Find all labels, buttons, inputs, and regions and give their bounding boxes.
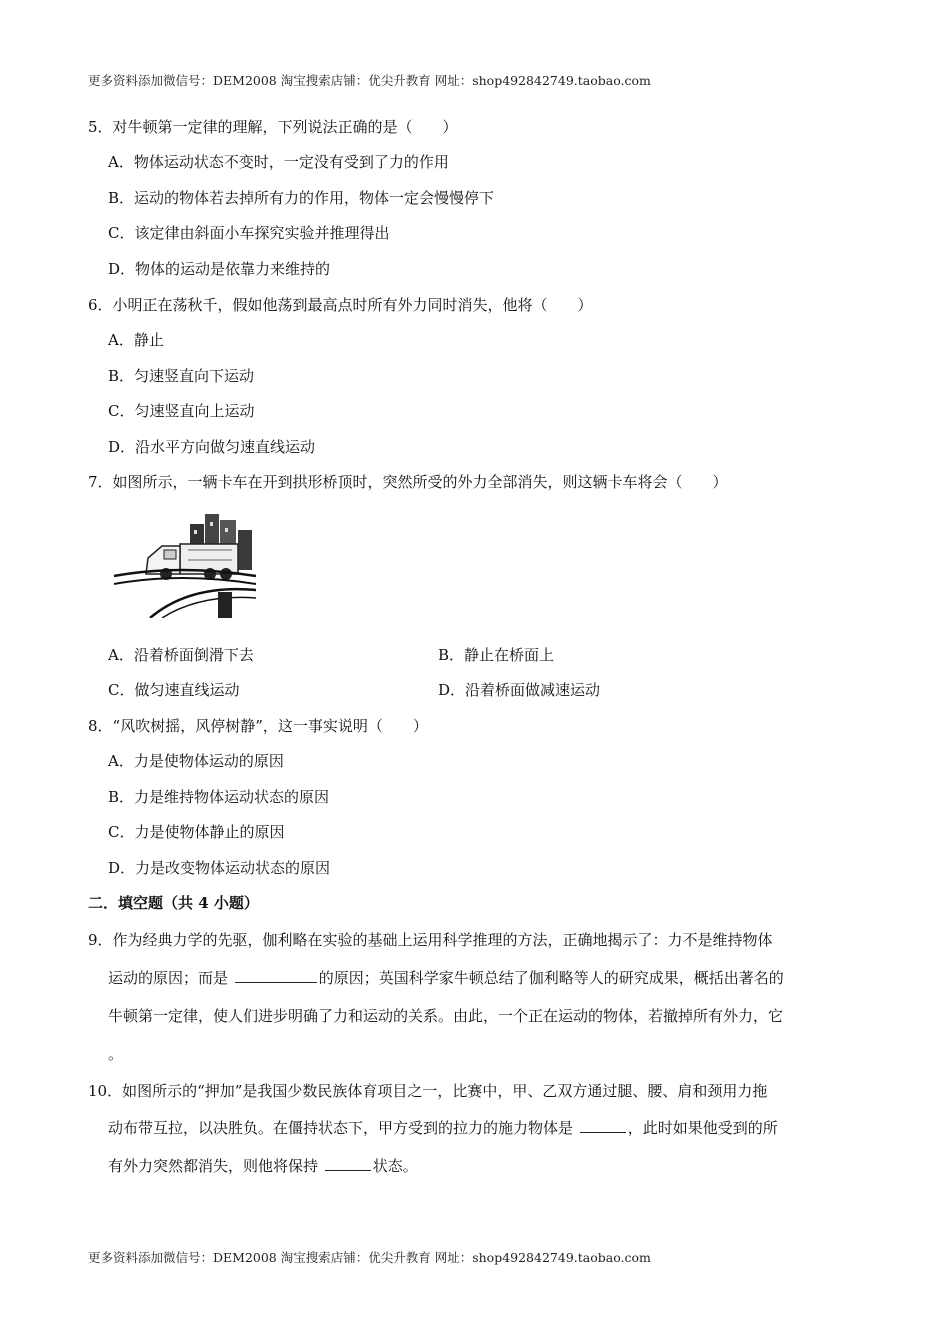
question-5-option-a: A．物体运动状态不变时，一定没有受到了力的作用 (108, 153, 449, 171)
question-5-stem: 5．对牛顿第一定律的理解，下列说法正确的是（ ） (88, 118, 458, 136)
question-9-text-b: 的原因；英国科学家牛顿总结了伽利略等人的研究成果，概括出著名的 (318, 969, 784, 987)
question-9-line-4: 。 (108, 1045, 124, 1063)
question-6-option-c: C．匀速竖直向上运动 (108, 402, 255, 420)
question-6-option-d: D．沿水平方向做匀速直线运动 (108, 438, 316, 456)
question-6-stem: 6．小明正在荡秋千，假如他荡到最高点时所有外力同时消失，他将（ ） (88, 296, 593, 314)
question-7-option-c: C．做匀速直线运动 (108, 681, 240, 699)
question-9-text-a: 运动的原因；而是 (108, 969, 233, 987)
question-10-text-a: 动布带互拉，以决胜负。在僵持状态下，甲方受到的拉力的施力物体是 (108, 1119, 578, 1137)
question-9-line-1: 9．作为经典力学的先驱，伽利略在实验的基础上运用科学推理的方法，正确地揭示了：力不是维持物体 (88, 931, 773, 949)
question-8-option-c: C．力是使物体静止的原因 (108, 823, 285, 841)
question-10-text-d: 状态。 (372, 1157, 418, 1175)
page-header: 更多资料添加微信号：DEM2008 淘宝搜索店铺：优尖升教育 网址：shop492842749.taobao.com (88, 73, 651, 88)
answer-blank[interactable] (580, 1118, 626, 1133)
question-8-option-a: A．力是使物体运动的原因 (108, 752, 284, 770)
answer-blank[interactable] (325, 1156, 371, 1171)
question-8-option-d: D．力是改变物体运动状态的原因 (108, 859, 331, 877)
question-5-option-c: C．该定律由斜面小车探究实验并推理得出 (108, 224, 390, 242)
question-10-text-c: 有外力突然都消失，则他将保持 (108, 1157, 323, 1175)
question-10-line-2 (108, 1118, 888, 1138)
question-9-line-2 (108, 968, 888, 988)
question-6-option-b: B．匀速竖直向下运动 (108, 367, 255, 385)
question-10-line-1: 10．如图所示的“押加”是我国少数民族体育项目之一，比赛中，甲、乙双方通过腿、腰、肩和颈用力拖 (88, 1082, 768, 1100)
page-footer: 更多资料添加微信号：DEM2008 淘宝搜索店铺：优尖升教育 网址：shop492842749.taobao.com (88, 1250, 651, 1265)
question-8-option-b: B．力是维持物体运动状态的原因 (108, 788, 330, 806)
question-10-text-b: ，此时如果他受到的所 (627, 1119, 778, 1137)
question-7-option-b: B．静止在桥面上 (438, 646, 555, 664)
question-7-stem: 7．如图所示，一辆卡车在开到拱形桥顶时，突然所受的外力全部消失，则这辆卡车将会（ ） (88, 473, 728, 491)
question-8-stem: 8．“风吹树摇，风停树静”，这一事实说明（ ） (88, 717, 428, 735)
answer-blank[interactable] (235, 968, 317, 983)
question-7-option-d: D．沿着桥面做减速运动 (438, 681, 601, 699)
question-5-option-d: D．物体的运动是依靠力来维持的 (108, 260, 331, 278)
question-7-option-a: A．沿着桥面倒滑下去 (108, 646, 254, 664)
truck-on-bridge-figure (110, 510, 260, 618)
question-10-line-3 (108, 1156, 888, 1176)
question-9-line-3: 牛顿第一定律，使人们进步明确了力和运动的关系。由此，一个正在运动的物体，若撤掉所有外力，它 (108, 1007, 784, 1025)
question-6-option-a: A．静止 (108, 331, 164, 349)
question-5-option-b: B．运动的物体若去掉所有力的作用，物体一定会慢慢停下 (108, 189, 495, 207)
section-title: 二．填空题（共 4 小题） (88, 894, 259, 912)
